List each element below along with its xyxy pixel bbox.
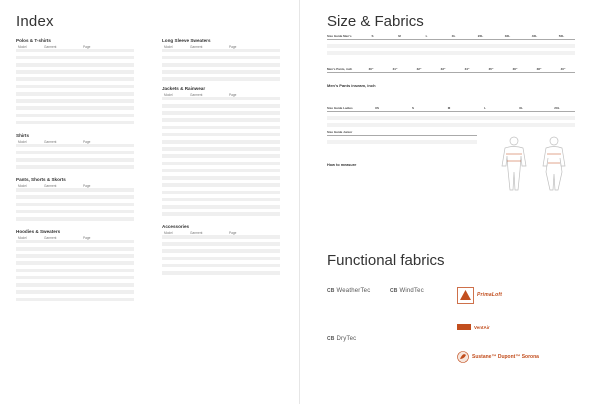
header-page: Page bbox=[83, 139, 91, 144]
model-cell bbox=[164, 271, 190, 275]
model-cell bbox=[18, 301, 44, 305]
model-cell bbox=[18, 221, 44, 225]
table-row bbox=[16, 169, 134, 173]
fabric-ventair bbox=[457, 324, 577, 331]
fabric-primaloft bbox=[457, 287, 577, 305]
table-row bbox=[16, 124, 134, 128]
index-group bbox=[162, 86, 280, 219]
size-row bbox=[327, 73, 575, 77]
size-cell bbox=[395, 123, 431, 127]
mens-pants-table bbox=[327, 68, 575, 77]
size-cell bbox=[413, 55, 440, 59]
index-rows bbox=[162, 97, 280, 220]
header-garment: Garment bbox=[44, 184, 57, 189]
size-header-cell: 31" bbox=[392, 68, 398, 71]
note-cell bbox=[95, 301, 115, 305]
size-cell bbox=[548, 55, 575, 59]
garment-cell bbox=[44, 301, 83, 305]
cb-logo-text: CB bbox=[390, 288, 398, 294]
page-cell bbox=[83, 124, 95, 128]
size-header-cell: 2XL bbox=[477, 35, 484, 38]
index-group bbox=[16, 133, 134, 172]
size-header-cell: L bbox=[484, 107, 486, 110]
header-model: Model bbox=[164, 44, 173, 49]
size-cell bbox=[467, 55, 494, 59]
size-row bbox=[327, 55, 575, 59]
size-row-cells bbox=[359, 73, 575, 77]
index-group-title: Long Sleeve Sweaters bbox=[162, 38, 211, 43]
table-row bbox=[16, 221, 134, 225]
ventair-name: VentAir bbox=[474, 324, 490, 330]
size-cell bbox=[386, 55, 413, 59]
note-cell bbox=[95, 169, 115, 173]
index-rows bbox=[16, 49, 134, 128]
size-header-cell: M bbox=[447, 107, 451, 110]
size-header-cell: S bbox=[411, 107, 414, 110]
junior-size-table bbox=[327, 131, 477, 147]
header-model: Model bbox=[18, 44, 27, 49]
size-cell bbox=[455, 73, 479, 77]
size-header-cell: 34" bbox=[464, 68, 470, 71]
page-cell bbox=[229, 77, 241, 81]
size-row-label bbox=[327, 73, 359, 77]
cb-logo-text: CB bbox=[327, 336, 335, 342]
header-page: Page bbox=[229, 44, 237, 49]
fabric-sorona bbox=[457, 351, 577, 364]
note-cell bbox=[241, 77, 261, 81]
index-group-title: Jackets & Rainwear bbox=[162, 86, 206, 92]
size-row-cells bbox=[359, 123, 575, 127]
primaloft-logo-icon bbox=[457, 287, 474, 304]
header-page: Page bbox=[83, 184, 91, 189]
size-row-label bbox=[327, 144, 359, 148]
garment-cell bbox=[190, 271, 229, 275]
note-cell bbox=[95, 124, 115, 128]
size-row bbox=[327, 144, 477, 148]
size-cell bbox=[467, 123, 503, 127]
ventair-logo-icon bbox=[457, 324, 471, 330]
model-cell bbox=[164, 77, 190, 81]
size-cell bbox=[431, 123, 467, 127]
index-rows bbox=[16, 188, 134, 224]
index-rows bbox=[16, 240, 134, 305]
mens-size-title: Size Guide Men's bbox=[327, 35, 352, 38]
size-header-cell: M bbox=[398, 35, 401, 38]
header-garment: Garment bbox=[44, 44, 57, 49]
fabric-weathertec bbox=[327, 288, 383, 298]
size-header-cell: XS bbox=[374, 107, 379, 110]
header-model: Model bbox=[18, 139, 27, 144]
junior-size-title: Size Guide Junior bbox=[327, 131, 353, 134]
index-title: Index bbox=[16, 13, 54, 30]
garment-cell bbox=[190, 77, 229, 81]
primaloft-name: PrimaLoft bbox=[477, 292, 503, 298]
size-cell bbox=[389, 144, 419, 148]
header-page: Page bbox=[83, 44, 91, 49]
cb-logo-text: CB bbox=[327, 288, 335, 294]
windtec-name: WindTec bbox=[399, 288, 424, 294]
size-header-cell: 3XL bbox=[504, 35, 511, 38]
garment-cell bbox=[44, 169, 83, 173]
size-row bbox=[327, 123, 575, 127]
garment-cell bbox=[44, 124, 83, 128]
sorona-name: Sustane™ Dupont™ Sorona bbox=[472, 354, 539, 360]
size-header-cell: XL bbox=[451, 35, 456, 38]
index-group-title: Polos & T-shirts bbox=[16, 38, 51, 43]
model-cell bbox=[18, 124, 44, 128]
size-cell bbox=[551, 73, 575, 77]
size-cell bbox=[407, 73, 431, 77]
header-garment: Garment bbox=[190, 44, 203, 49]
page-cell bbox=[229, 216, 241, 220]
model-cell bbox=[18, 169, 44, 173]
size-header-cell: 4XL bbox=[531, 35, 538, 38]
sorona-leaf-icon bbox=[457, 351, 469, 363]
size-header-cell: S bbox=[371, 35, 374, 38]
header-page: Page bbox=[83, 235, 91, 240]
ladies-size-title: Size Guide Ladies bbox=[327, 107, 353, 110]
note-cell bbox=[95, 221, 115, 225]
size-cell bbox=[521, 55, 548, 59]
size-fabrics-title: Size & Fabrics bbox=[327, 13, 424, 30]
size-cell bbox=[448, 144, 478, 148]
table-row bbox=[162, 216, 280, 220]
header-page: Page bbox=[229, 230, 237, 235]
size-header-cell: 35" bbox=[488, 68, 494, 71]
functional-fabrics-title: Functional fabrics bbox=[327, 252, 445, 269]
size-cell bbox=[503, 123, 539, 127]
size-cell bbox=[494, 55, 521, 59]
index-column-left bbox=[16, 38, 134, 310]
size-header-cell: 30" bbox=[368, 68, 374, 71]
index-column-right bbox=[162, 38, 280, 280]
index-group-title: Pants, Shorts & Skorts bbox=[16, 177, 66, 183]
table-row bbox=[16, 301, 134, 305]
header-model: Model bbox=[164, 230, 173, 235]
size-cell bbox=[359, 73, 383, 77]
size-header-cell: XL bbox=[519, 107, 523, 110]
size-cell bbox=[503, 73, 527, 77]
size-header-cell bbox=[448, 131, 478, 135]
header-garment: Garment bbox=[190, 92, 203, 97]
fabric-windtec bbox=[390, 288, 446, 298]
fabric-drytec bbox=[327, 336, 437, 346]
garment-cell bbox=[190, 216, 229, 220]
size-header-cell: 36" bbox=[512, 68, 518, 71]
size-cell bbox=[359, 55, 386, 59]
male-figure-icon bbox=[502, 137, 526, 190]
size-cell bbox=[440, 55, 467, 59]
header-garment: Garment bbox=[190, 230, 203, 235]
size-cell bbox=[431, 73, 455, 77]
page-cell bbox=[83, 221, 95, 225]
female-figure-icon bbox=[543, 137, 565, 190]
size-cell bbox=[359, 123, 395, 127]
index-group bbox=[16, 229, 134, 305]
index-rows bbox=[162, 49, 280, 81]
inseam-block bbox=[327, 83, 437, 89]
index-group bbox=[162, 38, 280, 81]
header-model: Model bbox=[18, 235, 27, 240]
measure-title: How to measure bbox=[327, 163, 357, 167]
size-row-cells bbox=[359, 144, 477, 148]
page-cell bbox=[229, 271, 241, 275]
size-header-cell: L bbox=[425, 35, 428, 38]
header-garment: Garment bbox=[44, 235, 57, 240]
index-rows bbox=[16, 144, 134, 173]
size-cell bbox=[418, 144, 448, 148]
size-header-cell bbox=[389, 131, 419, 135]
ladies-size-table bbox=[327, 107, 575, 127]
index-group bbox=[16, 38, 134, 128]
inseam-title: Men's Pants inseam, inch bbox=[327, 83, 376, 88]
size-header-cell bbox=[418, 131, 448, 135]
note-cell bbox=[241, 271, 261, 275]
page-cell bbox=[83, 169, 95, 173]
index-rows bbox=[162, 235, 280, 275]
table-row bbox=[162, 77, 280, 81]
index-group-title: Accessories bbox=[162, 224, 190, 230]
body-measure-figures bbox=[492, 134, 576, 192]
size-header-cell bbox=[359, 131, 389, 135]
size-header-cell: 2XL bbox=[554, 107, 560, 110]
header-model: Model bbox=[18, 184, 27, 189]
size-row-cells bbox=[359, 55, 575, 59]
header-garment: Garment bbox=[44, 139, 57, 144]
note-cell bbox=[241, 216, 261, 220]
index-group-title: Hoodies & Sweaters bbox=[16, 229, 61, 235]
size-cell bbox=[527, 73, 551, 77]
size-cell bbox=[479, 73, 503, 77]
model-cell bbox=[164, 216, 190, 220]
mens-size-table bbox=[327, 35, 575, 59]
size-header-cell: 33" bbox=[440, 68, 446, 71]
garment-cell bbox=[44, 221, 83, 225]
size-header-cell: 38" bbox=[536, 68, 542, 71]
index-group bbox=[162, 224, 280, 274]
drytec-name: DryTec bbox=[336, 336, 357, 342]
size-row-label bbox=[327, 55, 359, 59]
size-fabrics-page bbox=[300, 0, 600, 404]
size-header-cell: 32" bbox=[416, 68, 422, 71]
size-cell bbox=[359, 144, 389, 148]
how-to-measure bbox=[327, 163, 477, 168]
weathertec-name: WeatherTec bbox=[336, 288, 371, 294]
index-group-title: Shirts bbox=[16, 133, 30, 138]
size-header-cell: 5XL bbox=[558, 35, 565, 38]
size-cell bbox=[539, 123, 575, 127]
mens-pants-title: Men's Pants, inch bbox=[327, 68, 353, 71]
table-row bbox=[162, 271, 280, 275]
index-group bbox=[16, 177, 134, 224]
header-page: Page bbox=[229, 92, 237, 97]
size-row-label bbox=[327, 123, 359, 127]
size-header-cell: 40" bbox=[560, 68, 566, 71]
page-cell bbox=[83, 301, 95, 305]
size-cell bbox=[383, 73, 407, 77]
header-model: Model bbox=[164, 92, 173, 97]
